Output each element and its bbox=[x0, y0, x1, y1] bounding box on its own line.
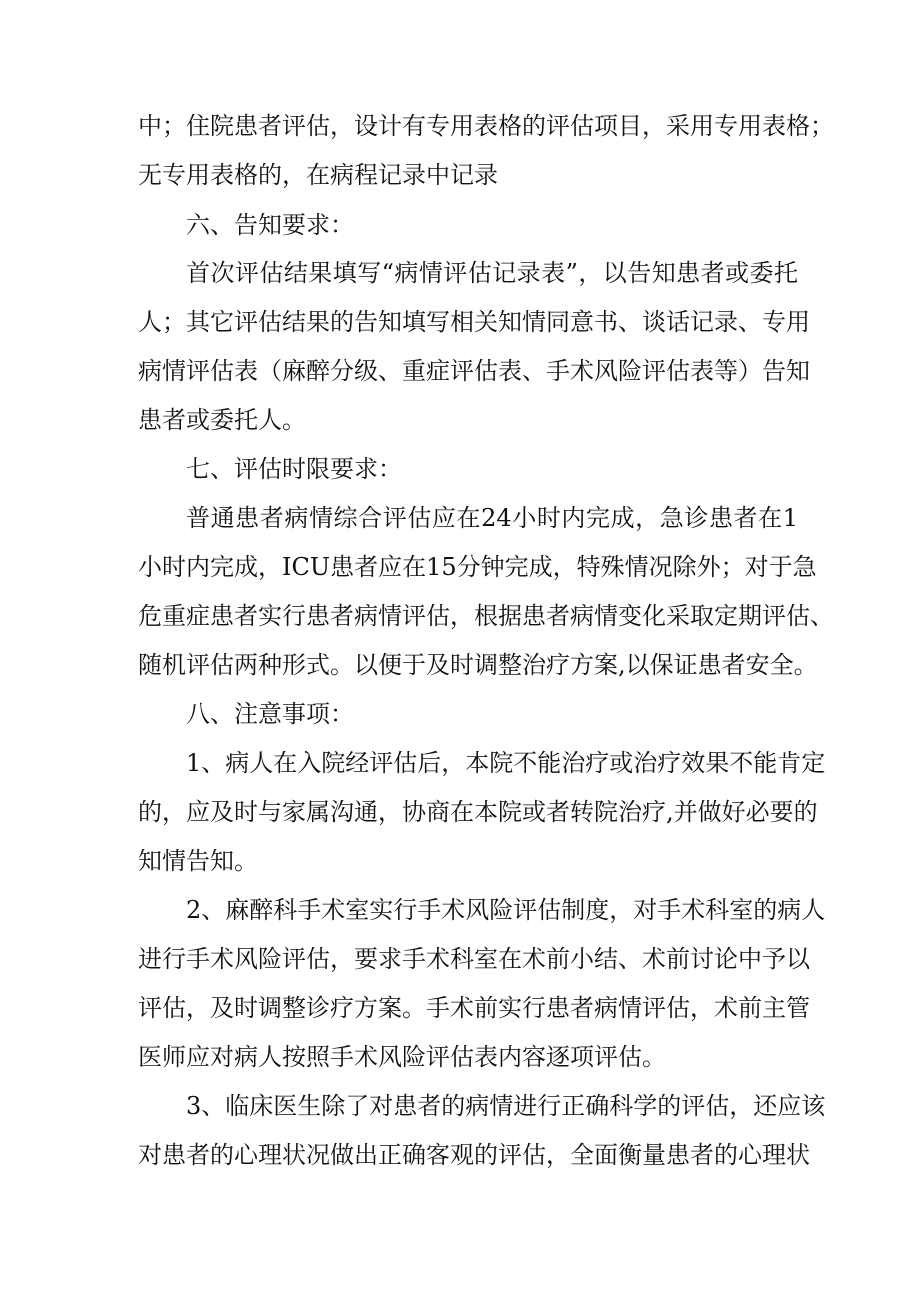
text-line: 普通患者病情综合评估应在24小时内完成，急诊患者在1 bbox=[186, 504, 798, 532]
text-line: 小时内完成，ICU患者应在15分钟完成，特殊情况除外；对于急 bbox=[138, 553, 817, 581]
text-line: 2、麻醉科手术室实行手术风险评估制度，对手术科室的病人 bbox=[186, 896, 826, 924]
text-line: 病情评估表（麻醉分级、重症评估表、手术风险评估表等）告知 bbox=[138, 357, 810, 385]
text-line: 患者或委托人。 bbox=[138, 406, 306, 434]
section-heading: 六、告知要求： bbox=[186, 211, 354, 239]
text-line: 评估，及时调整诊疗方案。手术前实行患者病情评估，术前主管 bbox=[138, 994, 810, 1022]
text-line: 的，应及时与家属沟通，协商在本院或者转院治疗,并做好必要的 bbox=[138, 798, 818, 826]
text-line: 3、临床医生除了对患者的病情进行正确科学的评估，还应该 bbox=[186, 1092, 826, 1120]
text-line: 1、病人在入院经评估后，本院不能治疗或治疗效果不能肯定 bbox=[186, 749, 826, 777]
text-line: 中；住院患者评估，设计有专用表格的评估项目，采用专用表格； bbox=[138, 112, 834, 140]
section-heading: 七、评估时限要求： bbox=[186, 455, 402, 483]
text-line: 首次评估结果填写“病情评估记录表”，以告知患者或委托 bbox=[186, 259, 798, 287]
text-line: 人；其它评估结果的告知填写相关知情同意书、谈话记录、专用 bbox=[138, 308, 810, 336]
text-line: 医师应对病人按照手术风险评估表内容逐项评估。 bbox=[138, 1043, 666, 1071]
section-heading: 八、注意事项： bbox=[186, 700, 354, 728]
text-line: 危重症患者实行患者病情评估，根据患者病情变化采取定期评估、 bbox=[138, 602, 834, 630]
text-line: 无专用表格的，在病程记录中记录 bbox=[138, 161, 498, 189]
text-line: 对患者的心理状况做出正确客观的评估，全面衡量患者的心理状 bbox=[138, 1141, 810, 1169]
text-line: 进行手术风险评估，要求手术科室在术前小结、术前讨论中予以 bbox=[138, 945, 810, 973]
text-line: 知情告知。 bbox=[138, 847, 258, 875]
text-line: 随机评估两种形式。以便于及时调整治疗方案,以保证患者安全。 bbox=[138, 651, 818, 679]
